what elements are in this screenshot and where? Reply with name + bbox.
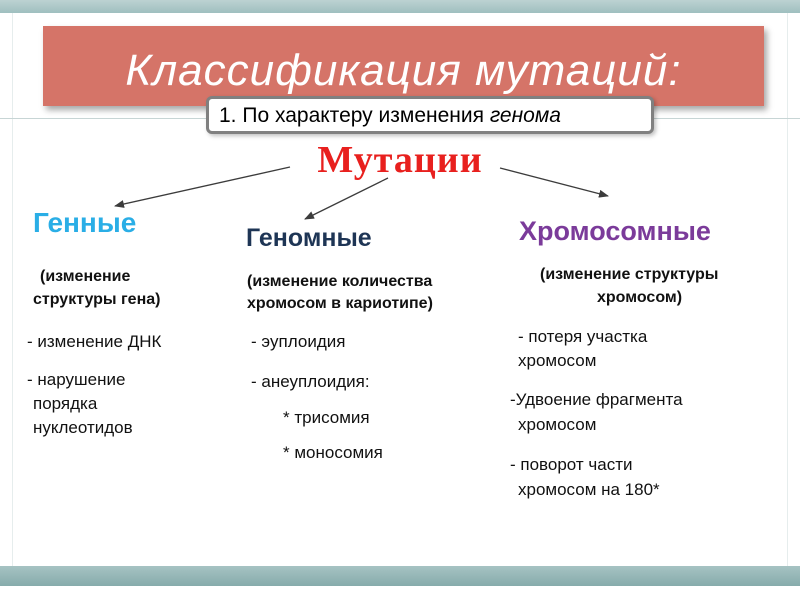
root-label: Мутации xyxy=(317,139,483,181)
bottom-decor-band xyxy=(0,566,800,586)
arrow-to-genome xyxy=(305,178,388,219)
chromosome-item: хромосом на 180* xyxy=(518,480,660,499)
gene-desc-line: (изменение xyxy=(40,268,131,285)
chromosome-desc-line: хромосом) xyxy=(597,289,683,306)
chromosome-mutations-title: Хромосомные xyxy=(519,216,711,246)
genome-desc-line: хромосом в кариотипе) xyxy=(247,295,433,312)
arrow-to-gene xyxy=(115,167,290,206)
arrow-to-chromosome xyxy=(500,168,608,196)
chromosome-item: хромосом xyxy=(518,415,597,434)
genome-item: - анеуплоидия: xyxy=(251,372,370,391)
genome-item: * трисомия xyxy=(283,408,370,427)
gene-desc-line: структуры гена) xyxy=(33,291,161,308)
gene-mutations-title: Генные xyxy=(33,207,137,238)
gene-item: - изменение ДНК xyxy=(27,332,162,351)
chromosome-item: - потеря участка xyxy=(518,327,648,346)
gene-item: порядка xyxy=(33,394,98,413)
genome-item: * моносомия xyxy=(283,443,383,462)
chromosome-item: -Удвоение фрагмента xyxy=(510,390,683,409)
genome-desc-line: (изменение количества xyxy=(247,273,433,290)
subtitle-main: 1. По характеру изменения xyxy=(219,104,490,127)
gene-item: нуклеотидов xyxy=(33,418,133,437)
chromosome-desc-line: (изменение структуры xyxy=(540,266,719,283)
slide-title: Классификация мутаций: xyxy=(125,46,682,95)
genome-item: - эуплоидия xyxy=(251,332,346,351)
chromosome-item: - поворот части xyxy=(510,455,633,474)
chromosome-item: хромосом xyxy=(518,351,597,370)
gene-item: - нарушение xyxy=(27,370,126,389)
genome-mutations-title: Геномные xyxy=(246,224,372,252)
subtitle-italic: генома xyxy=(489,104,561,127)
